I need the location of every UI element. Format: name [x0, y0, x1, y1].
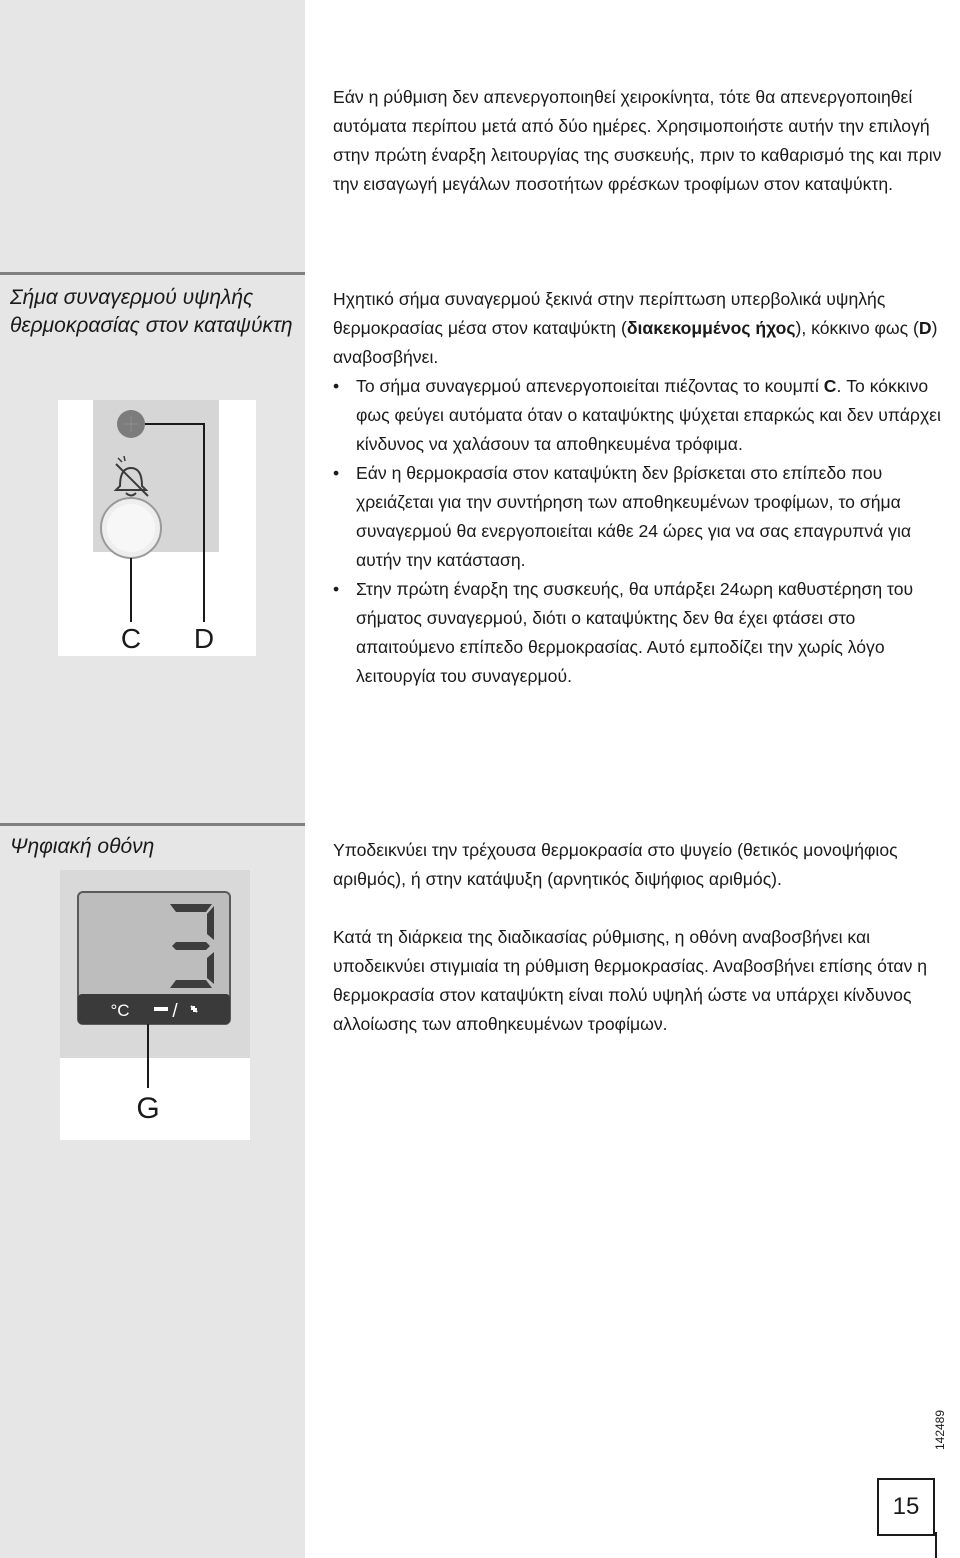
bullet-glyph: • — [333, 463, 340, 483]
intro-paragraph: Εάν η ρύθμιση δεν απενεργοποιηθεί χειροκίνητα, τότε θα απενεργοποιηθεί αυτόματα περίπου μετά από δύο ημέρες. Χρησιμοποιήστε αυτήν την επιλογή στην πρώτη έναρξη λειτουργίας της συσκευής, πριν το καθαρισμό της και πριν την εισαγωγή μεγάλων ποσοτήτων φρέσκων τροφίμων στον καταψύκτη. — [333, 87, 942, 194]
alarm-text-1: Ηχητικό σήμα συναγερμού ξεκινά στην περίπτωση υπερβολικά υψηλής θερμοκρασίας μέσα στον καταψύκτη ( — [333, 289, 886, 338]
bullet-1-ref-c: C — [823, 376, 837, 396]
alarm-bold-sound: διακεκομμένος ήχος — [626, 318, 796, 338]
alarm-paragraph — [333, 285, 943, 372]
section-rule-alarm — [0, 272, 305, 275]
bullet-glyph: • — [333, 376, 340, 396]
list-item — [333, 459, 943, 575]
bullet-3-text: Στην πρώτη έναρξη της συσκευής, θα υπάρξει 24ωρη καθυστέρηση του σήματος συναγερμού, διότι ο καταψύκτης δεν θα έχει φτάσει στο απαιτούμενο επίπεδο θερμοκρασίας. Αυτό εμποδίζει την χωρίς λόγο λειτουργία του συναγερμού. — [356, 579, 914, 686]
display-section-heading: Ψηφιακή οθόνη — [10, 835, 155, 858]
bullet-1-text-b: . Το κόκκινο φως φεύγει αυτόματα όταν ο καταψύκτης ψύχεται επαρκώς και δεν υπάρχει κίνδυνος να χαλάσουν τα αποθηκευμένα τρόφιμα. — [356, 376, 941, 454]
page-corner-line — [935, 1532, 937, 1558]
celsius-unit-label: °C — [110, 1001, 130, 1020]
alarm-text-2: ), κόκκινο φως ( — [795, 318, 919, 338]
bullet-2-text: Εάν η θερμοκρασία στον καταψύκτη δεν βρίσκεται στο επίπεδο που χρειάζεται για την συντήρηση των αποθηκευμένων τροφίμων, το σήμα συναγερμού θα ενεργοποιείται κάθε 24 ώρες για να σας επαγρυπνά για αυτήν την κατάσταση. — [356, 463, 912, 570]
digital-display-figure — [60, 870, 250, 1140]
document-number: 142489 — [933, 1409, 947, 1451]
label-d: D — [193, 623, 215, 654]
page-number: 15 — [877, 1478, 935, 1536]
alarm-section-heading: Σήμα συναγερμού υψηλής θερμοκρασίας στον καταψύκτη — [10, 286, 293, 337]
label-c: C — [120, 623, 142, 654]
button-highlight — [107, 504, 155, 552]
minus-sign-icon — [154, 1007, 168, 1011]
alarm-ref-d: D — [918, 318, 932, 338]
bullet-1-text-a: Το σήμα συναγερμού απενεργοποιείται πιέζοντας το κουμπί — [356, 376, 824, 396]
alarm-bullet-list — [333, 372, 943, 691]
label-g: G — [136, 1092, 160, 1125]
sidebar-background — [0, 0, 305, 1558]
bullet-glyph: • — [333, 579, 340, 599]
alarm-text-3: ) αναβοσβήνει. — [333, 318, 938, 367]
list-item — [333, 372, 943, 459]
display-paragraph-1: Υποδεικνύει την τρέχουσα θερμοκρασία στο ψυγείο (θετικός μονοψήφιος αριθμός), ή στην κατάψυξη (αρνητικός διψήφιος αριθμός). — [333, 840, 898, 889]
slash-separator: / — [172, 1001, 178, 1022]
list-item — [333, 575, 943, 691]
alarm-panel-figure — [58, 400, 256, 656]
display-paragraph-2: Κατά τη διάρκεια της διαδικασίας ρύθμισης, η οθόνη αναβοσβήνει και υποδεικνύει στιγμιαία τη ρύθμιση θερμοκρασίας. Αναβοσβήνει επίσης όταν η θερμοκρασία στον καταψύκτη είναι πολύ υψηλή ώστε να υπάρχει κίνδυνος αλλοίωσης των αποθηκευμένων τροφίμων. — [333, 927, 928, 1034]
section-rule-display — [0, 823, 305, 826]
